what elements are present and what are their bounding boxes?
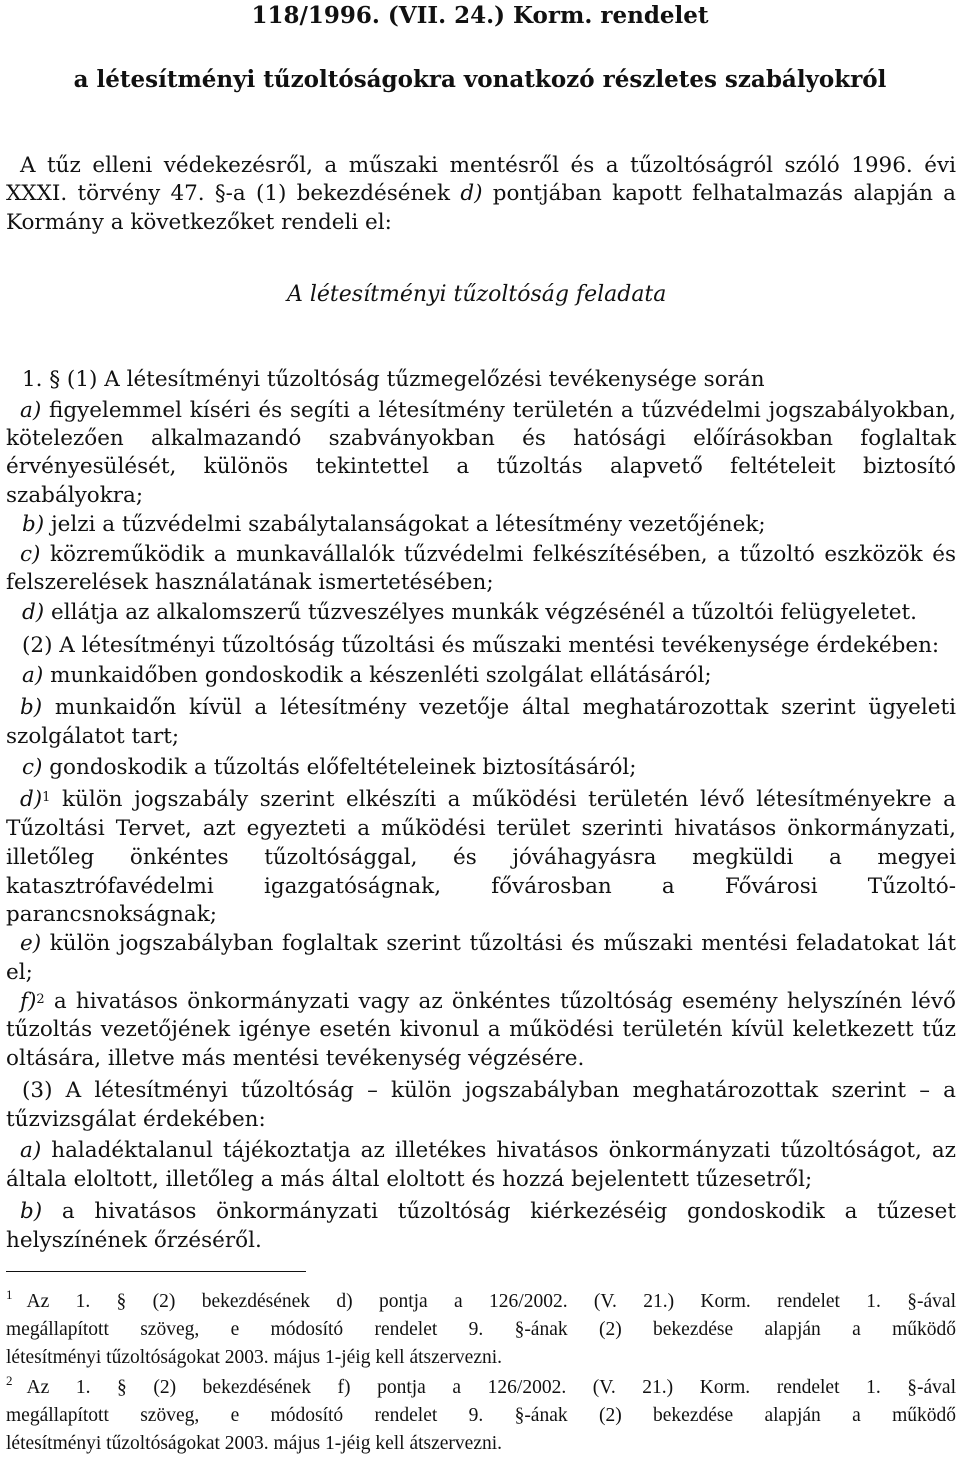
list-item-line: tűzoltás vezetőjének igénye esetén kivonul a működési területén kívül keletkezett tűz — [6, 1017, 956, 1042]
list-item-line: oltására, illetve más mentési tevékenység végzésére. — [6, 1046, 585, 1071]
list-item-line: katasztrófavédelmi igazgatóságnak, fővárosban a Fővárosi Tűzoltó- — [6, 874, 956, 899]
list-item-line: általa eloltott, illetőleg a más által eloltott és hozzá bejelentett tűzesetről; — [6, 1167, 813, 1192]
footnote: $^1$ Az 1. § (2) bekezdésének d) pontja a 126/2002. (V. 21.) Korm. rendelet 1. §-ával — [6, 1287, 956, 1312]
list-item: b) munkaidőn kívül a létesítmény vezetője által meghatározottak szerint ügyeleti — [20, 695, 956, 720]
footnote-line: megállapított szöveg, e módosító rendelet 9. §-ának (2) bekezdése alapján a működő — [6, 1405, 956, 1426]
list-item-line: kötelezően alkalmazandó szabványokban és hatósági előírásokban foglaltak — [6, 426, 956, 451]
paragraph-line: tűzvizsgálat érdekében: — [6, 1107, 266, 1132]
preamble-line: XXXI. törvény 47. §-a (1) bekezdésének d) pontjában kapott felhatalmazás alapján a — [6, 181, 956, 206]
footnote-line: megállapított szöveg, e módosító rendelet 9. §-ának (2) bekezdése alapján a működő — [6, 1319, 956, 1340]
list-item: a) figyelemmel kíséri és segíti a létesítmény területén a tűzvédelmi jogszabályokban, — [20, 398, 956, 423]
section-heading: A létesítményi tűzoltóság feladata — [287, 282, 667, 307]
list-item-line: Tűzoltási Tervet, azt egyezteti a működési terület szerinti hivatásos önkormányzati, — [6, 816, 956, 841]
list-item: d)$^1$ külön jogszabály szerint elkészíti a működési területén lévő létesítményekre a — [20, 787, 956, 812]
paragraph-intro: 1. § (1) A létesítményi tűzoltóság tűzmegelőzési tevékenysége során — [22, 367, 765, 392]
list-item: a) munkaidőben gondoskodik a készenléti szolgálat ellátásáról; — [22, 663, 712, 688]
paragraph-intro: (2) A létesítményi tűzoltóság tűzoltási és műszaki mentési tevékenysége érdekében: — [22, 633, 940, 658]
list-item-line: szolgálatot tart; — [6, 724, 180, 749]
document-title: 118/1996. (VII. 24.) Korm. rendelet — [251, 2, 709, 29]
list-item: b) jelzi a tűzvédelmi szabálytalanságokat a létesítmény vezetőjének; — [22, 512, 766, 537]
footnote-line: létesítményi tűzoltóságokat 2003. május 1-jéig kell átszervezni. — [6, 1433, 503, 1454]
list-item: b) a hivatásos önkormányzati tűzoltóság kiérkezéséig gondoskodik a tűzeset — [20, 1199, 956, 1224]
footnote: $^2$ Az 1. § (2) bekezdésének f) pontja a 126/2002. (V. 21.) Korm. rendelet 1. §-ával — [6, 1373, 956, 1398]
paragraph-intro: (3) A létesítményi tűzoltóság – külön jogszabályban meghatározottak szerint – a — [22, 1078, 956, 1103]
list-item-line: illetőleg önkéntes tűzoltósággal, és jóváhagyásra megküldi a megyei — [6, 845, 956, 870]
list-item: c) gondoskodik a tűzoltás előfeltételeinek biztosításáról; — [22, 755, 637, 780]
list-item-line: felszerelések használatának ismertetésében; — [6, 570, 494, 595]
list-item: c) közreműködik a munkavállalók tűzvédelmi felkészítésében, a tűzoltó eszközök és — [20, 542, 956, 567]
footnote-ref[interactable]: 1 — [42, 790, 51, 805]
footnote-line: létesítményi tűzoltóságokat 2003. május 1-jéig kell átszervezni. — [6, 1347, 503, 1368]
preamble-line: A tűz elleni védekezésről, a műszaki mentésről és a tűzoltóságról szóló 1996. évi — [20, 153, 956, 178]
list-item-line: parancsnokságnak; — [6, 902, 217, 927]
footnote-separator — [6, 1271, 306, 1272]
preamble-line: Kormány a következőket rendeli el: — [6, 210, 392, 235]
list-item-line: szabályokra; — [6, 483, 144, 508]
list-item: a) haladéktalanul tájékoztatja az illetékes hivatásos önkormányzati tűzoltóságot, az — [20, 1138, 956, 1163]
list-item: f)$^2$ a hivatásos önkormányzati vagy az önkéntes tűzoltóság esemény helyszínén lévő — [20, 989, 956, 1014]
list-item: e) külön jogszabályban foglaltak szerint tűzoltási és műszaki mentési feladatokat lát — [20, 931, 956, 956]
list-item: d) ellátja az alkalomszerű tűzveszélyes munkák végzésénél a tűzoltói felügyeletet. — [22, 600, 917, 625]
list-item-line: helyszínének őrzéséről. — [6, 1228, 262, 1253]
document-subtitle: a létesítményi tűzoltóságokra vonatkozó részletes szabályokról — [73, 66, 887, 93]
list-item-line: érvényesülését, különös tekintettel a tűzoltás alapvető feltételeit biztosító — [6, 454, 956, 479]
list-item-line: el; — [6, 960, 33, 985]
footnote-ref[interactable]: 2 — [36, 992, 45, 1007]
